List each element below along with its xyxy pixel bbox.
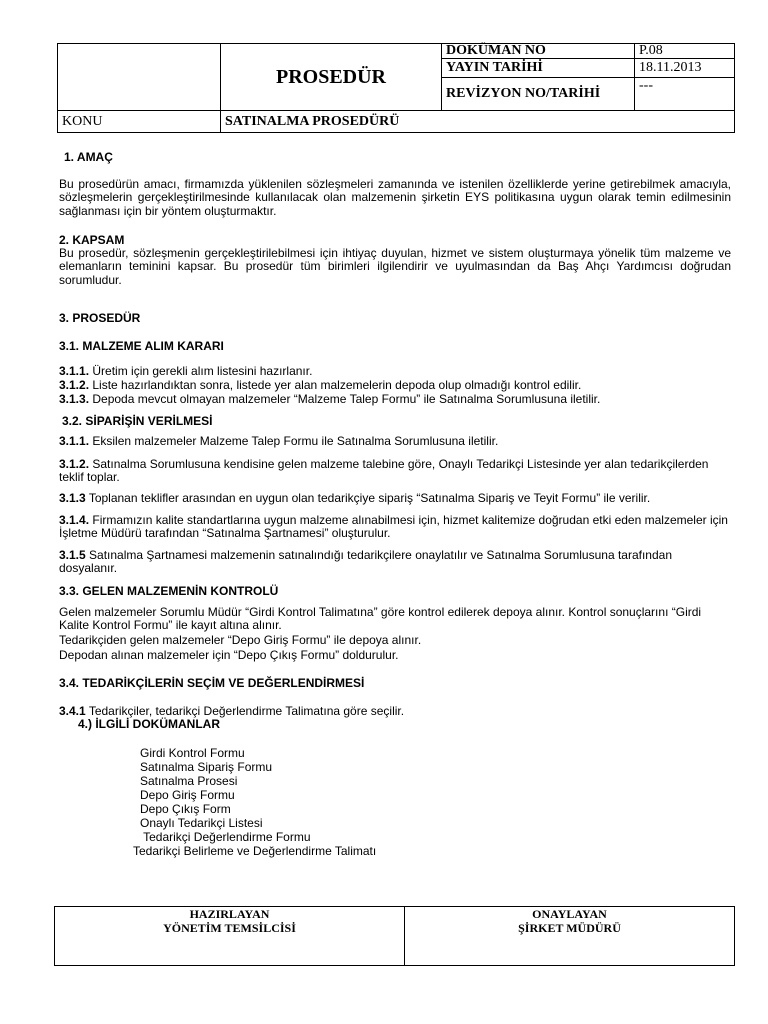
signature-table [54, 906, 735, 966]
list-item: 3.1.1. Eksilen malzemeler Malzeme Talep Formu ile Satınalma Sorumlusuna iletilir. [59, 434, 499, 448]
section-4-heading: 4.) İLGİLİ DOKÜMANLAR [78, 717, 220, 731]
list-item: 3.1.3. Depoda mevcut olmayan malzemeler “Malzeme Talep Formu” ile Satınalma Sorumlusuna iletilir. [59, 392, 601, 406]
section-3-2-heading: 3.2. SİPARİŞİN VERİLMESİ [62, 414, 213, 428]
revision-value: --- [635, 78, 735, 111]
revision-label: REVİZYON NO/TARİHİ [442, 78, 635, 111]
doc-no-value: P.08 [635, 44, 735, 59]
subject-label: KONU [58, 111, 221, 133]
list-item: 3.1.3 Toplanan teklifler arasından en uygun olan tedarikçiye sipariş “Satınalma Sipariş ve Teyit Formu” ile verilir. [59, 491, 651, 505]
list-item: 3.4.1 Tedarikçiler, tedarikçi Değerlendirme Talimatına göre seçilir. [59, 704, 405, 718]
approved-by: ŞİRKET MÜDÜRÜ [518, 921, 621, 935]
paragraph-line: Depodan alınan malzemeler için “Depo Çıkış Formu” doldurulur. [59, 648, 399, 662]
document-list-item: Onaylı Tedarikçi Listesi [140, 816, 263, 830]
section-3-1-heading: 3.1. MALZEME ALIM KARARI [59, 339, 224, 353]
subject-value: SATINALMA PROSEDÜRÜ [221, 111, 735, 133]
document-list-item: Tedarikçi Değerlendirme Formu [140, 830, 311, 844]
section-3-heading: 3. PROSEDÜR [59, 311, 141, 325]
section-1-text: Bu prosedürün amacı, firmamızda yüklenilen sözleşmeleri zamanında ve istenilen özelliklerde yerine getirebilmek amacıyla, sözleşmelerin gerçekleştirilmesinde kullanılacak olan malzemenin şirketin EYS politikasına uygun olarak temin edilmesinin sağlanması için bir yöntem oluşturmaktır. [59, 177, 731, 218]
paragraph-line: Gelen malzemeler Sorumlu Müdür “Girdi Kontrol Talimatına” göre kontrol edilerek depoya alınır. Kontrol sonuçlarını “Girdi Kalite Kontrol Formu” ile kayıt altına alınır. [59, 605, 702, 633]
paragraph-line: Tedarikçiden gelen malzemeler “Depo Giriş Formu” ile depoya alınır. [59, 633, 422, 647]
prepared-by: YÖNETİM TEMSİLCİSİ [163, 921, 296, 935]
logo-cell [58, 44, 221, 111]
document-header [57, 43, 735, 133]
list-item: 3.1.5 Satınalma Şartnamesi malzemenin satınalındığı tedarikçilere onaylatılır ve Satınalma Sorumlusuna tarafından dosyalanır. [59, 548, 673, 576]
list-item: 3.1.1. Üretim için gerekli alım listesini hazırlanır. [59, 364, 313, 378]
date-label: YAYIN TARİHİ [442, 59, 635, 78]
approved-label: ONAYLAYAN [532, 907, 607, 921]
list-item: 3.1.2. Liste hazırlandıktan sonra, listede yer alan malzemelerin depoda olup olmadığı kontrol edilir. [59, 378, 582, 392]
document-list-item: Tedarikçi Belirleme ve Değerlendirme Talimatı [133, 844, 377, 858]
list-item: 3.1.4. Firmamızın kalite standartlarına uygun malzeme alınabilmesi için, hizmet kalitemize doğrudan etki eden malzemeler için İşletme Müdürü tarafından “Satınalma Şartnamesi” oluşturulur. [59, 513, 728, 541]
section-1-heading: 1. AMAÇ [64, 150, 113, 164]
prepared-label: HAZIRLAYAN [189, 907, 270, 921]
date-value: 18.11.2013 [635, 59, 735, 78]
section-2-text: Bu prosedür, sözleşmenin gerçekleştirilebilmesi için ihtiyaç duyulan, hizmet ve sistem oluşturmaya yönelik tüm malzeme ve elemanların teminini kapsar. Bu prosedür tüm birimleri ilgilendirir ve uyulmasından da Baş Ahçı Yardımcısı doğrudan sorumludur. [59, 246, 731, 287]
document-list-item: Depo Giriş Formu [140, 788, 235, 802]
list-item: 3.1.2. Satınalma Sorumlusuna kendisine gelen malzeme talebine göre, Onaylı Tedarikçi Listesinde yer alan tedarikçilerden teklif toplar. [59, 457, 709, 485]
section-2-heading: 2. KAPSAM [59, 233, 125, 247]
doc-no-label: DOKÜMAN NO [442, 44, 635, 59]
section-3-4-heading: 3.4. TEDARİKÇİLERİN SEÇİM VE DEĞERLENDİRMESİ [59, 676, 365, 690]
page-title: PROSEDÜR [221, 44, 442, 111]
document-list-item: Girdi Kontrol Formu [140, 746, 245, 760]
section-3-3-heading: 3.3. GELEN MALZEMENİN KONTROLÜ [59, 584, 279, 598]
document-list-item: Satınalma Prosesi [140, 774, 238, 788]
approved-cell [405, 907, 735, 966]
prepared-cell [55, 907, 405, 966]
document-list-item: Depo Çıkış Form [140, 802, 231, 816]
document-list-item: Satınalma Sipariş Formu [140, 760, 273, 774]
